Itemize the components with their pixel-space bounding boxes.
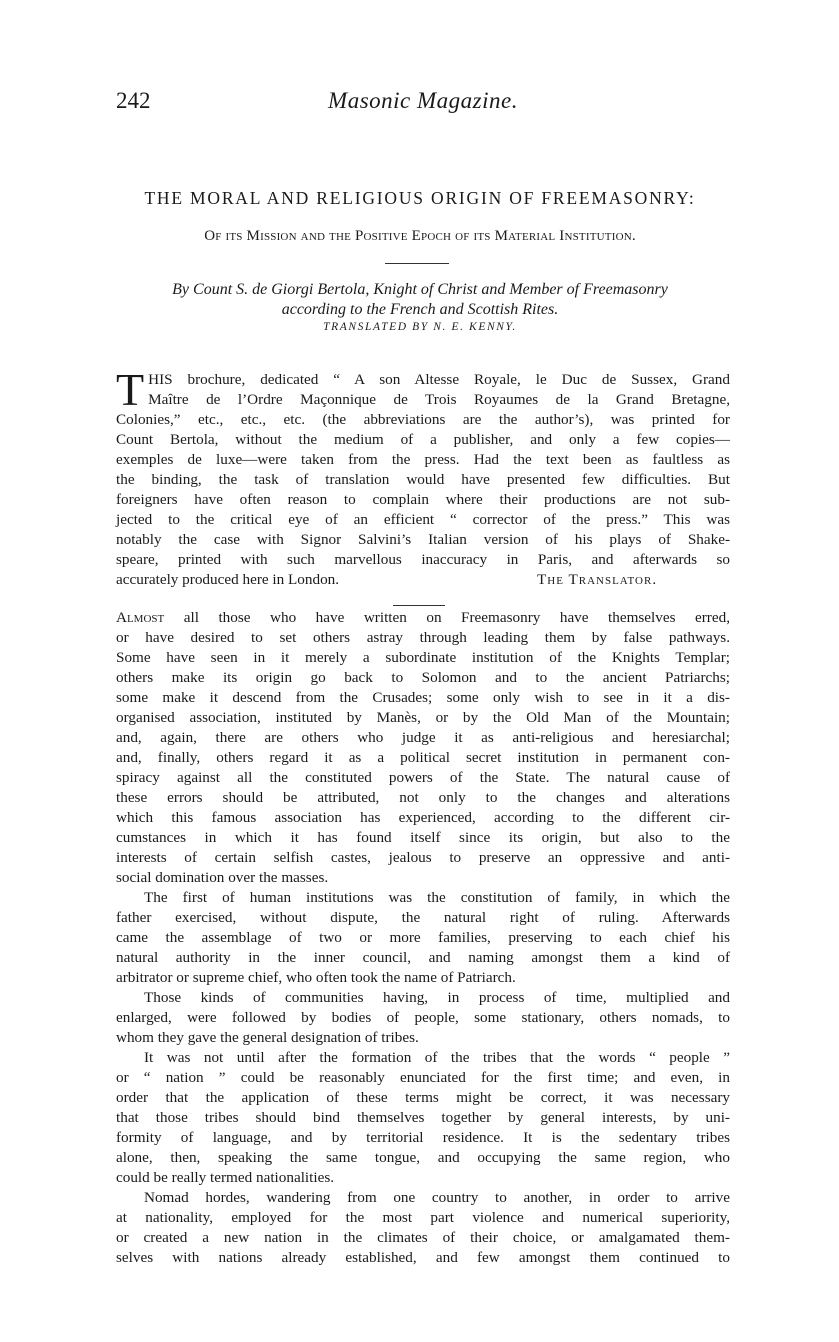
byline-line-2: according to the French and Scottish Rites.: [281, 301, 559, 318]
body-line: alone, then, speaking the same tongue, and occupying the same region, who: [116, 1149, 730, 1166]
preface-closing: [116, 570, 730, 590]
body-line: natural authority in the inner council, and naming amongst them a kind of: [116, 949, 730, 966]
body-line: social domination over the masses.: [116, 869, 329, 886]
body-line: The first of human institutions was the constitution of family, in which the: [144, 889, 730, 906]
body-line: others make its origin go back to Solomon and to the ancient Patriarchs;: [116, 669, 730, 686]
body-line: and, finally, others regard it as a political secret institution in permanent con-: [116, 749, 730, 766]
translator-preface: [116, 364, 730, 590]
opening-word: Almost: [116, 609, 165, 626]
body-line: or “ nation ” could be reasonably enunciated for the first time; and even, in: [116, 1069, 730, 1086]
body-line: and, again, there are others who judge it as anti-religious and heresiarchal;: [116, 729, 730, 746]
body-line: order that the application of these terms might be correct, it was necessary: [116, 1089, 730, 1106]
body-line: Some have seen in it merely a subordinate institution of the Knights Templar;: [116, 649, 730, 666]
body-line: that those tribes should bind themselves together by general interests, by uni-: [116, 1109, 730, 1126]
page-number: 242: [116, 88, 151, 113]
body-line: which this famous association has experienced, according to the different cir-: [116, 809, 730, 826]
byline: [120, 280, 720, 320]
body-line: formity of language, and by territorial residence. It is the sedentary tribes: [116, 1129, 730, 1146]
body-line: or have desired to set others astray through leading them by false pathways.: [116, 629, 730, 646]
translator-credit: TRANSLATED BY N. E. KENNY.: [323, 321, 517, 333]
running-header: [116, 88, 730, 118]
body-line: Nomad hordes, wandering from one country to another, in order to arrive: [144, 1189, 730, 1206]
body-line: or created a new nation in the climates of their choice, or amalgamated them-: [116, 1229, 730, 1246]
journal-title: Masonic Magazine.: [328, 88, 518, 113]
article-body: [116, 608, 730, 1268]
article-subtitle: Of its Mission and the Positive Epoch of its Material Institution.: [204, 228, 636, 244]
drop-cap: T: [116, 364, 145, 415]
body-line: father exercised, without dispute, the natural right of ruling. Afterwards: [116, 909, 730, 926]
body-line: Almost all those who have written on Freemasonry have themselves erred,: [116, 609, 730, 626]
preface-line: foreigners have often reason to complain where their productions are not sub-: [116, 491, 730, 508]
preface-line: Maître de l’Ordre Maçonnique de Trois Royaumes de la Grand Bretagne,: [148, 391, 730, 408]
body-line: these errors should be attributed, not only to the changes and alterations: [116, 789, 730, 806]
preface-line: Colonies,” etc., etc., etc. (the abbreviations are the author’s), was printed for: [116, 411, 730, 428]
body-line: selves with nations already established, and few amongst them continued to: [116, 1249, 730, 1266]
translator-signature: The Translator.: [537, 571, 658, 588]
body-line: enlarged, were followed by bodies of people, some stationary, others nomads, to: [116, 1009, 730, 1026]
body-line: It was not until after the formation of the tribes that the words “ people ”: [144, 1049, 730, 1066]
preface-line: accurately produced here in London.: [116, 571, 340, 588]
body-line: interests of certain selfish castes, jealous to preserve an oppressive and anti-: [116, 849, 730, 866]
preface-line: speare, printed with such marvellous inaccuracy in Paris, and afterwards so: [116, 551, 730, 568]
preface-line: Count Bertola, without the medium of a publisher, and only a few copies—: [116, 431, 730, 448]
body-line: arbitrator or supreme chief, who often took the name of Patriarch.: [116, 969, 516, 986]
body-line: spiracy against all the constituted powers of the State. The natural cause of: [116, 769, 730, 786]
preface-line: the binding, the task of translation would have presented few difficulties. But: [116, 471, 730, 488]
article-title: THE MORAL AND RELIGIOUS ORIGIN OF FREEMASONRY:: [144, 188, 696, 208]
body-line: cumstances in which it has found itself since its origin, but also to the: [116, 829, 730, 846]
preface-line: notably the case with Signor Salvini’s Italian version of his plays of Shake-: [116, 531, 730, 548]
preface-line: HIS brochure, dedicated “ A son Altesse Royale, le Duc de Sussex, Grand: [148, 371, 730, 388]
body-line: could be really termed nationalities.: [116, 1169, 335, 1186]
byline-line-1: By Count S. de Giorgi Bertola, Knight of Christ and Member of Freemasonry: [172, 281, 668, 298]
body-line: Those kinds of communities having, in process of time, multiplied and: [144, 989, 730, 1006]
body-line: came the assemblage of two or more families, preserving to each chief his: [116, 929, 730, 946]
body-line: whom they gave the general designation of tribes.: [116, 1029, 419, 1046]
preface-line: jected to the critical eye of an efficient “ corrector of the press.” This was: [116, 511, 730, 528]
section-divider: [393, 605, 445, 606]
preface-line: exemples de luxe—were taken from the press. Had the text been as faultless as: [116, 451, 730, 468]
title-divider: [385, 263, 449, 264]
body-line: at nationality, employed for the most part violence and numerical superiority,: [116, 1209, 730, 1226]
body-line: organised association, instituted by Manès, or by the Old Man of the Mountain;: [116, 709, 730, 726]
body-line: some make it descend from the Crusades; some only wish to see in it a dis-: [116, 689, 730, 706]
